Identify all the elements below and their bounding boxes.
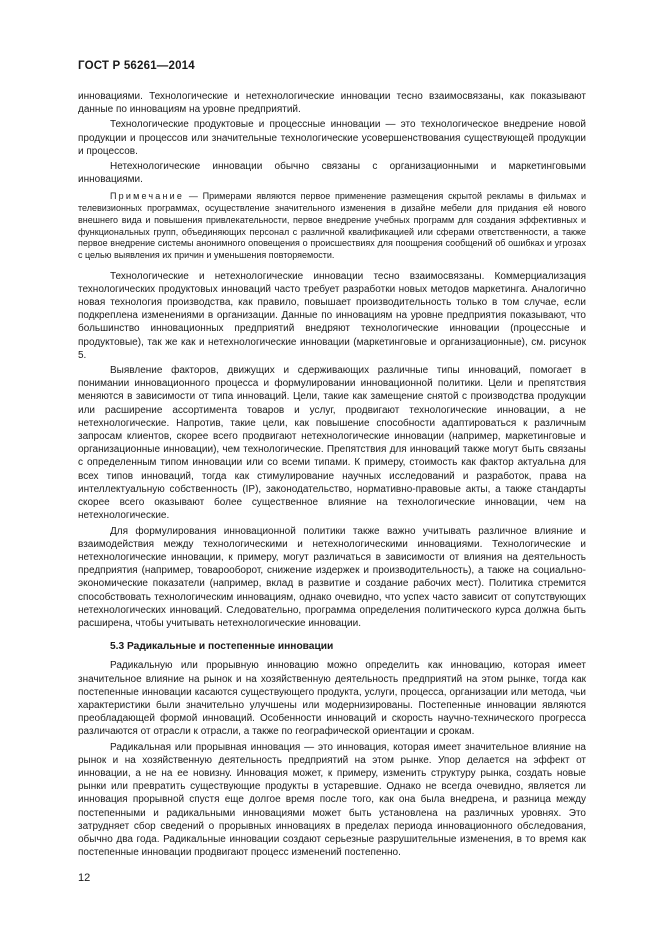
page-number: 12: [78, 872, 91, 884]
paragraph: Нетехнологические инновации обычно связаны с организационными и маркетинговыми инновациями.: [78, 161, 586, 186]
paragraph: инновациями. Технологические и нетехнологические инновации тесно взаимосвязаны, как показывают данные по инновациям на уровне предприятий.: [78, 91, 586, 116]
note-text: — Примерами являются первое применение размещения скрытой рекламы в фильмах и телевизионных программах, осуществление значительного изменения в дизайне мебели для придания ей нового внешнего вида и повышения привлекательности, первое внедрение учебных программ для создания эффективных и функциональных групп, объединяющих персонал с различной квалификацией или сферами ответственности, а также первое внедрение системы анонимного оповещения о происшествиях для поощрения сообщений об ошибках и угрозах с целью выявления их причин и уменьшения повторяемости.: [78, 191, 586, 260]
paragraph: Выявление факторов, движущих и сдерживающих различные типы инноваций, помогает в понимании инновационного процесса и формулировании инновационной политики. Цели и препятствия меняются в зависимости от типа инноваций. Цели, такие как замещение снятой с производства продукции или расширение ассортимента товаров и услуг, продвигают технологические инновации, а не нетехнологические. Напротив, такие цели, как повышение способности адаптироваться к различным запросам клиентов, скорее всего продвигают нетехнологические инновации (например, маркетинговые и организационные инновации), чем технологические. Препятствия для инноваций также могут быть связаны с определенным типом инновации или со всеми типами. К примеру, стоимость как фактор актуальна для всех типов инноваций, тогда как стимулирование научных исследований и разработок, права на интеллектуальную собственность (IP), законодательство, нормативно-правовые акты, а также стандарты скорее всего оказывают более существенное влияние на технологические инновации, чем на нетехнологические.: [78, 365, 586, 522]
paragraph: Технологические продуктовые и процессные инновации — это технологическое внедрение новой продукции и процессов или значительные технологические усовершенствования существующей продукции и процессов.: [78, 119, 586, 157]
section-title: 5.3 Радикальные и постепенные инновации: [110, 641, 334, 653]
paragraph: Радикальную или прорывную инновацию можно определить как инновацию, которая имеет значительное влияние на рынок и на хозяйственную деятельность предприятий на этом рынке, тогда как постепенные инновации касаются существующего продукта, услуги, процесса, организации или метода, чьи характеристики были значительно улучшены или модернизированы. Постепенные инновации являются преобладающей формой инноваций. Особенности инноваций и скорость научно-технического прогресса различаются от отрасли к отрасли, а также по географической ориентации и срокам.: [78, 660, 586, 738]
note-label: Примечание: [110, 191, 185, 202]
document-header: ГОСТ Р 56261—2014: [78, 60, 195, 72]
note-block: [78, 191, 586, 261]
page-body: [78, 90, 586, 861]
paragraph: Радикальная или прорывная инновация — это инновация, которая имеет значительное влияние на рынок и на хозяйственную деятельность предприятий на этом рынке. Упор делается на эффект от инновации, а не на ее новизну. Инновация может, к примеру, изменить структуру рынка, создать новые рынки или превратить существующие продукты в устаревшие. Однако не всегда очевидно, является ли инновация прорывной спустя еще долгое время после того, как она была внедрена, и разница между постепенными и радикальными инновациями может быть установлена на различных уровнях. Это затрудняет сбор сведений о прорывных инновациях в пределах периода инновационного обследования, обычно два года. Радикальные инновации создают серьезные разрушительные изменения, в то время как постепенные инновации продвигают процесс изменений постепенно.: [78, 741, 586, 859]
paragraph: Для формулирования инновационной политики также важно учитывать различное влияние и взаимодействия между технологическими и нетехнологическими инновациями. Технологические и нетехнологические инновации, к примеру, могут различаться в зависимости от влияния на деятельность предприятия (например, товарооборот, снижение издержек и производительность), а также на социально-экономические показатели (например, вклад в развитие и создание рабочих мест). Политика стремится способствовать технологическим инновациям, однако очевидно, что успех часто зависит от сопутствующих нетехнологических инноваций. Следовательно, программа определения политического курса должна быть расширена, чтобы учитывать нетехнологические инновации.: [78, 525, 586, 629]
paragraph: Технологические и нетехнологические инновации тесно взаимосвязаны. Коммерциализация технологических продуктовых инноваций часто требует разработки новых методов маркетинга. Аналогично новая технология производства, как правило, повышает производительность только в том случае, если подкреплена изменениями в организации. Данные по инновациям на уровне предприятия показывают, что большинство инновационных предприятий внедряют технологические инновации (процессные и продуктовые), так же как и нетехнологические инновации (маркетинговые и организационные), см. рисунок 5.: [78, 270, 586, 361]
